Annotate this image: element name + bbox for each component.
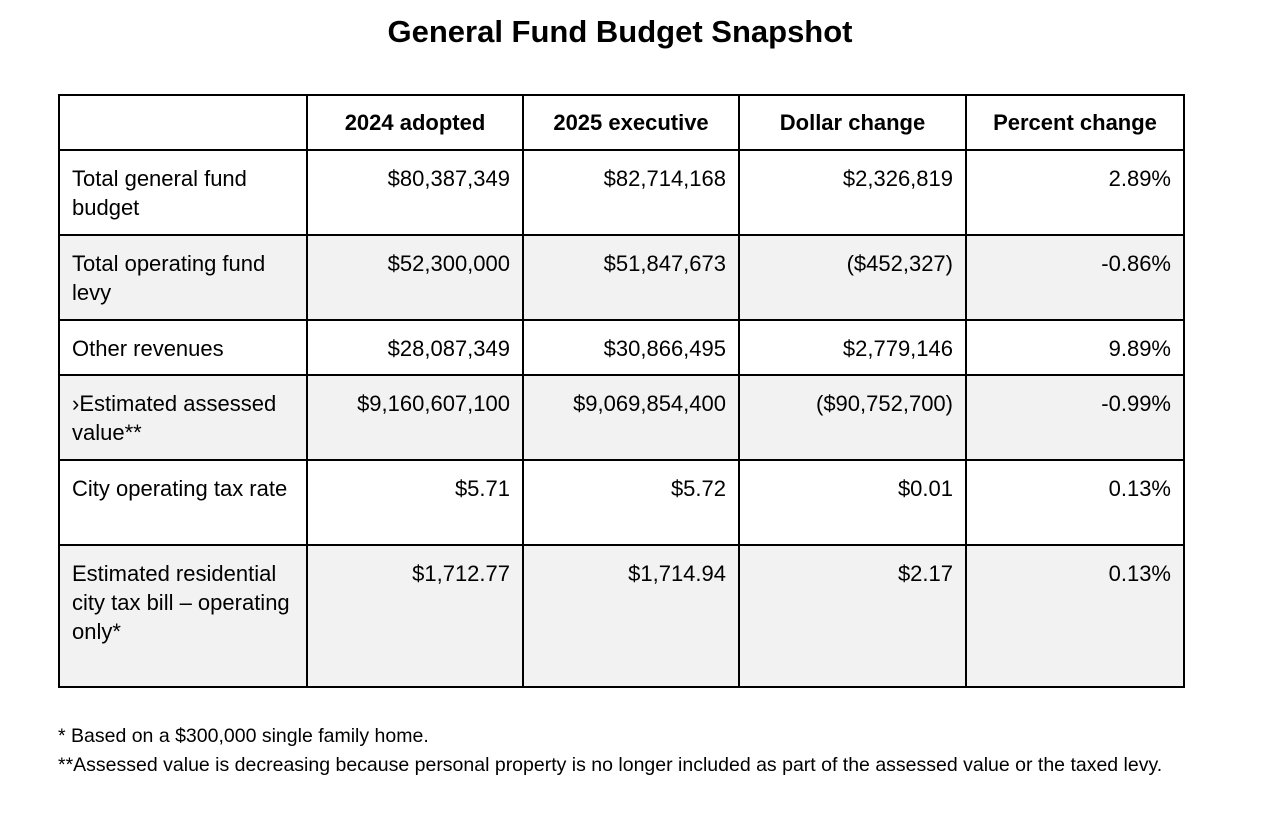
table-cell: -0.86%: [966, 235, 1184, 320]
table-cell: $0.01: [739, 460, 966, 545]
table-cell: $2,326,819: [739, 150, 966, 235]
table-row: [59, 460, 1184, 545]
footnotes: [58, 722, 1208, 780]
table-cell: ($452,327): [739, 235, 966, 320]
table-row: [59, 150, 1184, 235]
page-title: General Fund Budget Snapshot: [387, 14, 853, 49]
table-cell: $1,712.77: [307, 545, 523, 687]
table-cell: 9.89%: [966, 320, 1184, 375]
table-cell: $52,300,000: [307, 235, 523, 320]
footnote: * Based on a $300,000 single family home.: [58, 725, 429, 747]
table-cell: $51,847,673: [523, 235, 739, 320]
table-cell: $82,714,168: [523, 150, 739, 235]
row-label: Other revenues: [59, 320, 307, 375]
table-cell: $2.17: [739, 545, 966, 687]
table-row: [59, 235, 1184, 320]
row-label: City operating tax rate: [59, 460, 307, 545]
row-label: Total operating fund levy: [59, 235, 307, 320]
footnote: **Assessed value is decreasing because personal property is no longer included as part of the assessed value or the taxed levy.: [58, 754, 1163, 776]
table-cell: $9,069,854,400: [523, 375, 739, 460]
table-cell: $5.72: [523, 460, 739, 545]
column-header: 2025 executive: [523, 95, 739, 150]
table-cell: 0.13%: [966, 545, 1184, 687]
row-label: Estimated residential city tax bill – operating only*: [59, 545, 307, 687]
row-label: ›Estimated assessed value**: [59, 375, 307, 460]
column-header: [59, 95, 307, 150]
table-row: [59, 320, 1184, 375]
table-cell: $1,714.94: [523, 545, 739, 687]
table-cell: $2,779,146: [739, 320, 966, 375]
table-cell: $28,087,349: [307, 320, 523, 375]
table-cell: $30,866,495: [523, 320, 739, 375]
table-cell: $80,387,349: [307, 150, 523, 235]
table-cell: $9,160,607,100: [307, 375, 523, 460]
table-row: [59, 545, 1184, 687]
column-header: 2024 adopted: [307, 95, 523, 150]
table-cell: 2.89%: [966, 150, 1184, 235]
table-cell: 0.13%: [966, 460, 1184, 545]
table-cell: ($90,752,700): [739, 375, 966, 460]
row-label: Total general fund budget: [59, 150, 307, 235]
table-cell: -0.99%: [966, 375, 1184, 460]
table-header-row: [59, 95, 1184, 150]
column-header: Dollar change: [739, 95, 966, 150]
table-row: [59, 375, 1184, 460]
column-header: Percent change: [966, 95, 1184, 150]
budget-table: [58, 94, 1185, 688]
table-cell: $5.71: [307, 460, 523, 545]
